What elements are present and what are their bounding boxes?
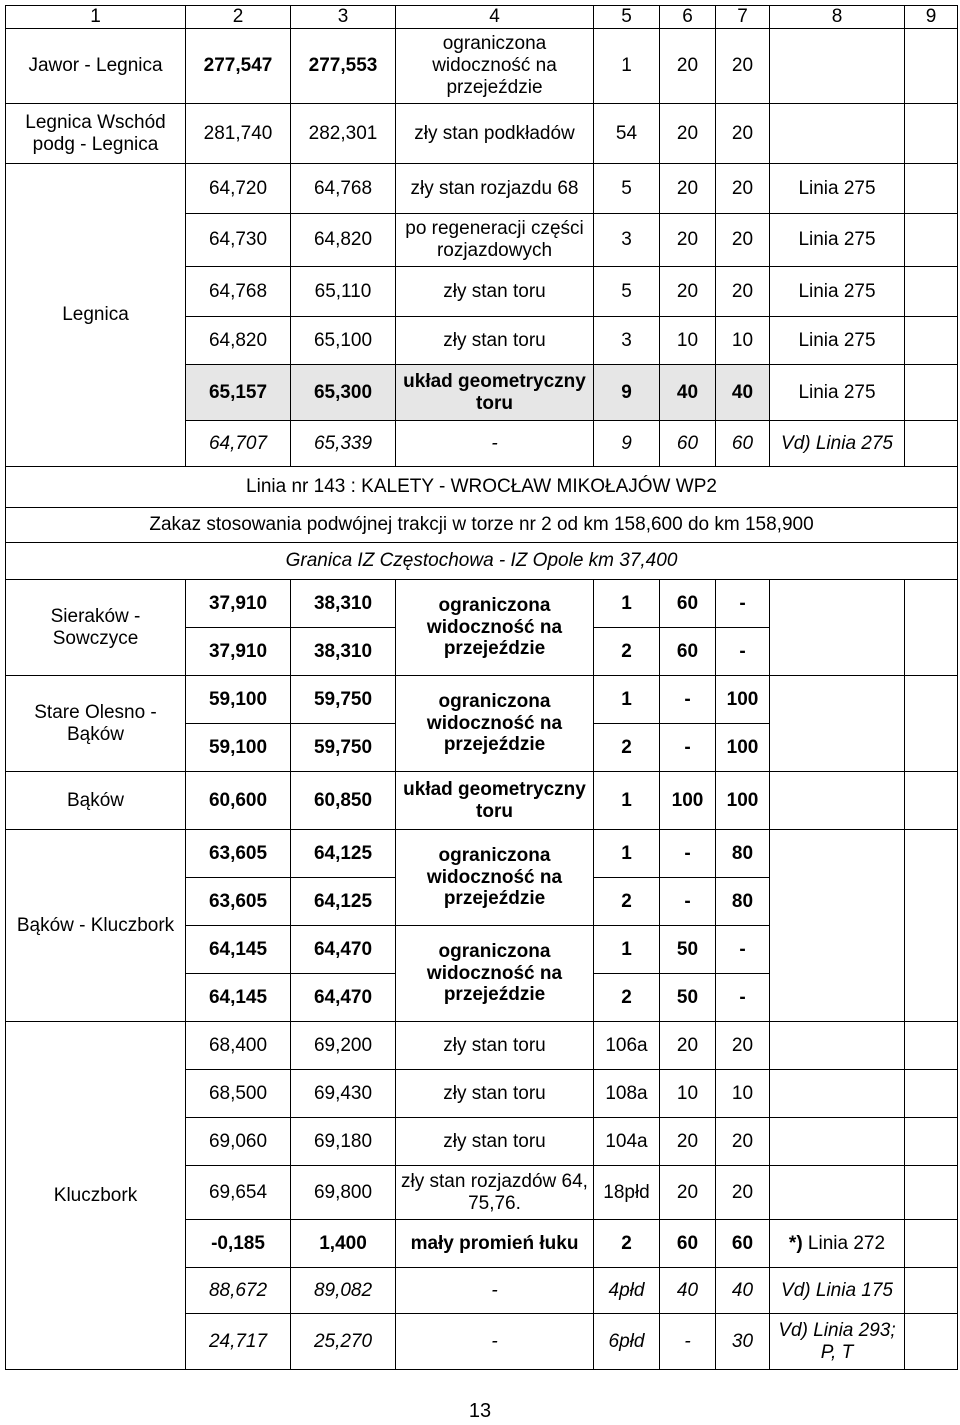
line-title: Linia nr 143 : KALETY - WROCŁAW MIKOŁAJÓW WP2 xyxy=(6,467,958,508)
border-note-row xyxy=(6,543,958,580)
speed-2-cell: 100 xyxy=(716,772,770,830)
speed-1-cell: 100 xyxy=(660,772,716,830)
station-cell: Bąków - Kluczbork xyxy=(6,830,186,1022)
speed-2-cell: - xyxy=(716,580,770,628)
km-from-cell: 64,820 xyxy=(186,317,291,365)
speed-1-cell: 40 xyxy=(660,365,716,421)
border-note: Granica IZ Częstochowa - IZ Opole km 37,400 xyxy=(6,543,958,580)
speed-1-cell: 20 xyxy=(660,1118,716,1166)
track-cell: 104a xyxy=(594,1118,660,1166)
km-to-cell: 59,750 xyxy=(291,676,396,724)
track-cell: 2 xyxy=(594,628,660,676)
reason-cell: ograniczona widoczność na przejeździe xyxy=(396,830,594,926)
empty-cell xyxy=(905,1220,958,1268)
track-cell: 2 xyxy=(594,974,660,1022)
speed-2-cell: 80 xyxy=(716,878,770,926)
km-from-cell: 64,720 xyxy=(186,164,291,214)
track-cell: 2 xyxy=(594,724,660,772)
reason-cell: po regeneracji części rozjazdowych xyxy=(396,214,594,267)
header-col-3: 3 xyxy=(291,6,396,29)
station-cell: Sieraków - Sowczyce xyxy=(6,580,186,676)
note-cell: Linia 275 xyxy=(770,214,905,267)
speed-2-cell: 20 xyxy=(716,104,770,164)
km-to-cell: 277,553 xyxy=(291,29,396,104)
note-cell: Linia 275 xyxy=(770,164,905,214)
km-from-cell: 59,100 xyxy=(186,676,291,724)
empty-cell xyxy=(905,421,958,467)
speed-2-cell: 80 xyxy=(716,830,770,878)
km-to-cell: 65,110 xyxy=(291,267,396,317)
speed-2-cell: 100 xyxy=(716,676,770,724)
speed-1-cell: 60 xyxy=(660,1220,716,1268)
page-number: 13 xyxy=(468,1400,492,1422)
km-to-cell: 65,100 xyxy=(291,317,396,365)
empty-cell xyxy=(905,676,958,772)
track-cell: 108a xyxy=(594,1070,660,1118)
speed-2-cell: 30 xyxy=(716,1314,770,1370)
track-cell: 6płd xyxy=(594,1314,660,1370)
header-col-7: 7 xyxy=(716,6,770,29)
note-cell: Vd) Linia 275 xyxy=(770,421,905,467)
reason-cell: ograniczona widoczność na przejeździe xyxy=(396,580,594,676)
km-from-cell: 64,707 xyxy=(186,421,291,467)
km-to-cell: 25,270 xyxy=(291,1314,396,1370)
km-from-cell: 63,605 xyxy=(186,830,291,878)
km-to-cell: 59,750 xyxy=(291,724,396,772)
note-cell xyxy=(770,104,905,164)
km-from-cell: 281,740 xyxy=(186,104,291,164)
reason-cell: zły stan toru xyxy=(396,267,594,317)
km-from-cell: 64,145 xyxy=(186,974,291,1022)
track-cell: 1 xyxy=(594,676,660,724)
reason-cell: zły stan rozjazdu 68 xyxy=(396,164,594,214)
reason-cell: - xyxy=(396,1268,594,1314)
reason-cell: - xyxy=(396,1314,594,1370)
reason-cell: zły stan toru xyxy=(396,1118,594,1166)
note-cell: Linia 275 xyxy=(770,365,905,421)
station-cell: Bąków xyxy=(6,772,186,830)
note-cell: Linia 275 xyxy=(770,267,905,317)
track-cell: 5 xyxy=(594,164,660,214)
km-to-cell: 65,300 xyxy=(291,365,396,421)
empty-cell xyxy=(905,267,958,317)
speed-1-cell: 50 xyxy=(660,926,716,974)
km-to-cell: 69,800 xyxy=(291,1166,396,1220)
km-from-cell: 37,910 xyxy=(186,628,291,676)
empty-cell xyxy=(905,1268,958,1314)
km-to-cell: 64,125 xyxy=(291,878,396,926)
speed-1-cell: 40 xyxy=(660,1268,716,1314)
speed-2-cell: 60 xyxy=(716,1220,770,1268)
reason-cell: ograniczona widoczność na przejeździe xyxy=(396,926,594,1022)
header-col-2: 2 xyxy=(186,6,291,29)
km-from-cell: 69,060 xyxy=(186,1118,291,1166)
note-cell xyxy=(770,1022,905,1070)
speed-2-cell: 20 xyxy=(716,1022,770,1070)
track-cell: 1 xyxy=(594,772,660,830)
track-cell: 106a xyxy=(594,1022,660,1070)
km-from-cell: 64,145 xyxy=(186,926,291,974)
speed-2-cell: 60 xyxy=(716,421,770,467)
km-from-cell: 63,605 xyxy=(186,878,291,926)
empty-cell xyxy=(905,164,958,214)
line-note-row xyxy=(6,508,958,543)
speed-1-cell: 20 xyxy=(660,164,716,214)
track-cell: 9 xyxy=(594,365,660,421)
line-title-row xyxy=(6,467,958,508)
km-to-cell: 64,470 xyxy=(291,926,396,974)
track-cell: 1 xyxy=(594,580,660,628)
line-note: Zakaz stosowania podwójnej trakcji w torze nr 2 od km 158,600 do km 158,900 xyxy=(6,508,958,543)
empty-cell xyxy=(905,317,958,365)
speed-1-cell: 10 xyxy=(660,1070,716,1118)
table-row xyxy=(6,104,958,164)
speed-1-cell: 50 xyxy=(660,974,716,1022)
km-to-cell: 69,430 xyxy=(291,1070,396,1118)
track-cell: 5 xyxy=(594,267,660,317)
reason-cell: - xyxy=(396,421,594,467)
note-text: Linia 272 xyxy=(802,1232,886,1254)
km-from-cell: 37,910 xyxy=(186,580,291,628)
empty-cell xyxy=(905,29,958,104)
track-cell: 18płd xyxy=(594,1166,660,1220)
note-cell: Vd) Linia 175 xyxy=(770,1268,905,1314)
speed-1-cell: 20 xyxy=(660,214,716,267)
track-cell: 2 xyxy=(594,878,660,926)
speed-2-cell: 20 xyxy=(716,1118,770,1166)
speed-2-cell: 20 xyxy=(716,164,770,214)
km-from-cell: 60,600 xyxy=(186,772,291,830)
speed-2-cell: - xyxy=(716,926,770,974)
speed-1-cell: 10 xyxy=(660,317,716,365)
reason-cell: ograniczona widoczność na przejeździe xyxy=(396,29,594,104)
reason-cell: zły stan toru xyxy=(396,1070,594,1118)
empty-cell xyxy=(905,365,958,421)
table-row xyxy=(6,164,958,214)
speed-2-cell: - xyxy=(716,974,770,1022)
speed-1-cell: - xyxy=(660,724,716,772)
table-row xyxy=(6,29,958,104)
note-cell xyxy=(770,772,905,830)
empty-cell xyxy=(905,104,958,164)
speed-1-cell: 20 xyxy=(660,267,716,317)
km-to-cell: 282,301 xyxy=(291,104,396,164)
speed-1-cell: 60 xyxy=(660,580,716,628)
km-from-cell: 64,730 xyxy=(186,214,291,267)
empty-cell xyxy=(905,214,958,267)
table-row xyxy=(6,580,958,628)
km-to-cell: 69,200 xyxy=(291,1022,396,1070)
note-cell: Vd) Linia 293; P, T xyxy=(770,1314,905,1370)
station-cell: Jawor - Legnica xyxy=(6,29,186,104)
note-cell xyxy=(770,1166,905,1220)
km-to-cell: 69,180 xyxy=(291,1118,396,1166)
km-from-cell: 59,100 xyxy=(186,724,291,772)
km-to-cell: 65,339 xyxy=(291,421,396,467)
empty-cell xyxy=(905,1166,958,1220)
km-from-cell: -0,185 xyxy=(186,1220,291,1268)
table-row xyxy=(6,1022,958,1070)
speed-restrictions-table xyxy=(5,5,958,1370)
reason-cell: zły stan rozjazdów 64, 75,76. xyxy=(396,1166,594,1220)
header-col-9: 9 xyxy=(905,6,958,29)
km-to-cell: 38,310 xyxy=(291,580,396,628)
note-cell xyxy=(770,1070,905,1118)
speed-1-cell: 20 xyxy=(660,104,716,164)
speed-1-cell: 60 xyxy=(660,628,716,676)
empty-cell xyxy=(905,1314,958,1370)
station-cell: Legnica xyxy=(6,164,186,467)
reason-cell: układ geometryczny toru xyxy=(396,365,594,421)
speed-1-cell: 20 xyxy=(660,1022,716,1070)
reason-cell: układ geometryczny toru xyxy=(396,772,594,830)
km-from-cell: 65,157 xyxy=(186,365,291,421)
empty-cell xyxy=(905,1118,958,1166)
km-from-cell: 64,768 xyxy=(186,267,291,317)
empty-cell xyxy=(905,580,958,676)
table-row xyxy=(6,772,958,830)
speed-2-cell: 20 xyxy=(716,214,770,267)
header-row xyxy=(6,6,958,29)
speed-2-cell: 40 xyxy=(716,1268,770,1314)
track-cell: 1 xyxy=(594,29,660,104)
reason-cell: mały promień łuku xyxy=(396,1220,594,1268)
note-cell xyxy=(770,1118,905,1166)
table-row xyxy=(6,830,958,878)
station-cell: Legnica Wschód podg - Legnica xyxy=(6,104,186,164)
reason-cell: ograniczona widoczność na przejeździe xyxy=(396,676,594,772)
speed-1-cell: - xyxy=(660,878,716,926)
km-to-cell: 60,850 xyxy=(291,772,396,830)
speed-1-cell: - xyxy=(660,676,716,724)
track-cell: 1 xyxy=(594,926,660,974)
speed-2-cell: 20 xyxy=(716,1166,770,1220)
empty-cell xyxy=(905,1070,958,1118)
track-cell: 54 xyxy=(594,104,660,164)
speed-1-cell: 20 xyxy=(660,1166,716,1220)
km-from-cell: 68,400 xyxy=(186,1022,291,1070)
km-from-cell: 69,654 xyxy=(186,1166,291,1220)
km-to-cell: 64,125 xyxy=(291,830,396,878)
header-col-6: 6 xyxy=(660,6,716,29)
speed-1-cell: 20 xyxy=(660,29,716,104)
km-from-cell: 68,500 xyxy=(186,1070,291,1118)
note-cell: Linia 275 xyxy=(770,317,905,365)
empty-cell xyxy=(905,1022,958,1070)
track-cell: 9 xyxy=(594,421,660,467)
speed-2-cell: 40 xyxy=(716,365,770,421)
header-col-1: 1 xyxy=(6,6,186,29)
reason-cell: zły stan toru xyxy=(396,317,594,365)
speed-1-cell: 60 xyxy=(660,421,716,467)
km-from-cell: 277,547 xyxy=(186,29,291,104)
empty-cell xyxy=(905,772,958,830)
header-col-8: 8 xyxy=(770,6,905,29)
note-cell xyxy=(770,580,905,676)
note-cell xyxy=(770,830,905,1022)
km-from-cell: 24,717 xyxy=(186,1314,291,1370)
speed-2-cell: 10 xyxy=(716,1070,770,1118)
track-cell: 1 xyxy=(594,830,660,878)
track-cell: 3 xyxy=(594,214,660,267)
note-mark: *) xyxy=(788,1232,803,1254)
note-cell xyxy=(770,676,905,772)
header-col-5: 5 xyxy=(594,6,660,29)
empty-cell xyxy=(905,830,958,1022)
speed-2-cell: - xyxy=(716,628,770,676)
speed-2-cell: 100 xyxy=(716,724,770,772)
track-cell: 2 xyxy=(594,1220,660,1268)
station-cell: Stare Olesno - Bąków xyxy=(6,676,186,772)
note-cell xyxy=(770,29,905,104)
km-to-cell: 1,400 xyxy=(291,1220,396,1268)
station-cell: Kluczbork xyxy=(6,1022,186,1370)
track-cell: 3 xyxy=(594,317,660,365)
speed-1-cell: - xyxy=(660,830,716,878)
km-to-cell: 38,310 xyxy=(291,628,396,676)
km-from-cell: 88,672 xyxy=(186,1268,291,1314)
track-cell: 4płd xyxy=(594,1268,660,1314)
header-col-4: 4 xyxy=(396,6,594,29)
note-cell xyxy=(770,1220,905,1268)
reason-cell: zły stan podkładów xyxy=(396,104,594,164)
speed-1-cell: - xyxy=(660,1314,716,1370)
km-to-cell: 64,470 xyxy=(291,974,396,1022)
table-row xyxy=(6,676,958,724)
speed-2-cell: 10 xyxy=(716,317,770,365)
km-to-cell: 64,820 xyxy=(291,214,396,267)
speed-2-cell: 20 xyxy=(716,267,770,317)
reason-cell: zły stan toru xyxy=(396,1022,594,1070)
speed-2-cell: 20 xyxy=(716,29,770,104)
km-to-cell: 89,082 xyxy=(291,1268,396,1314)
km-to-cell: 64,768 xyxy=(291,164,396,214)
